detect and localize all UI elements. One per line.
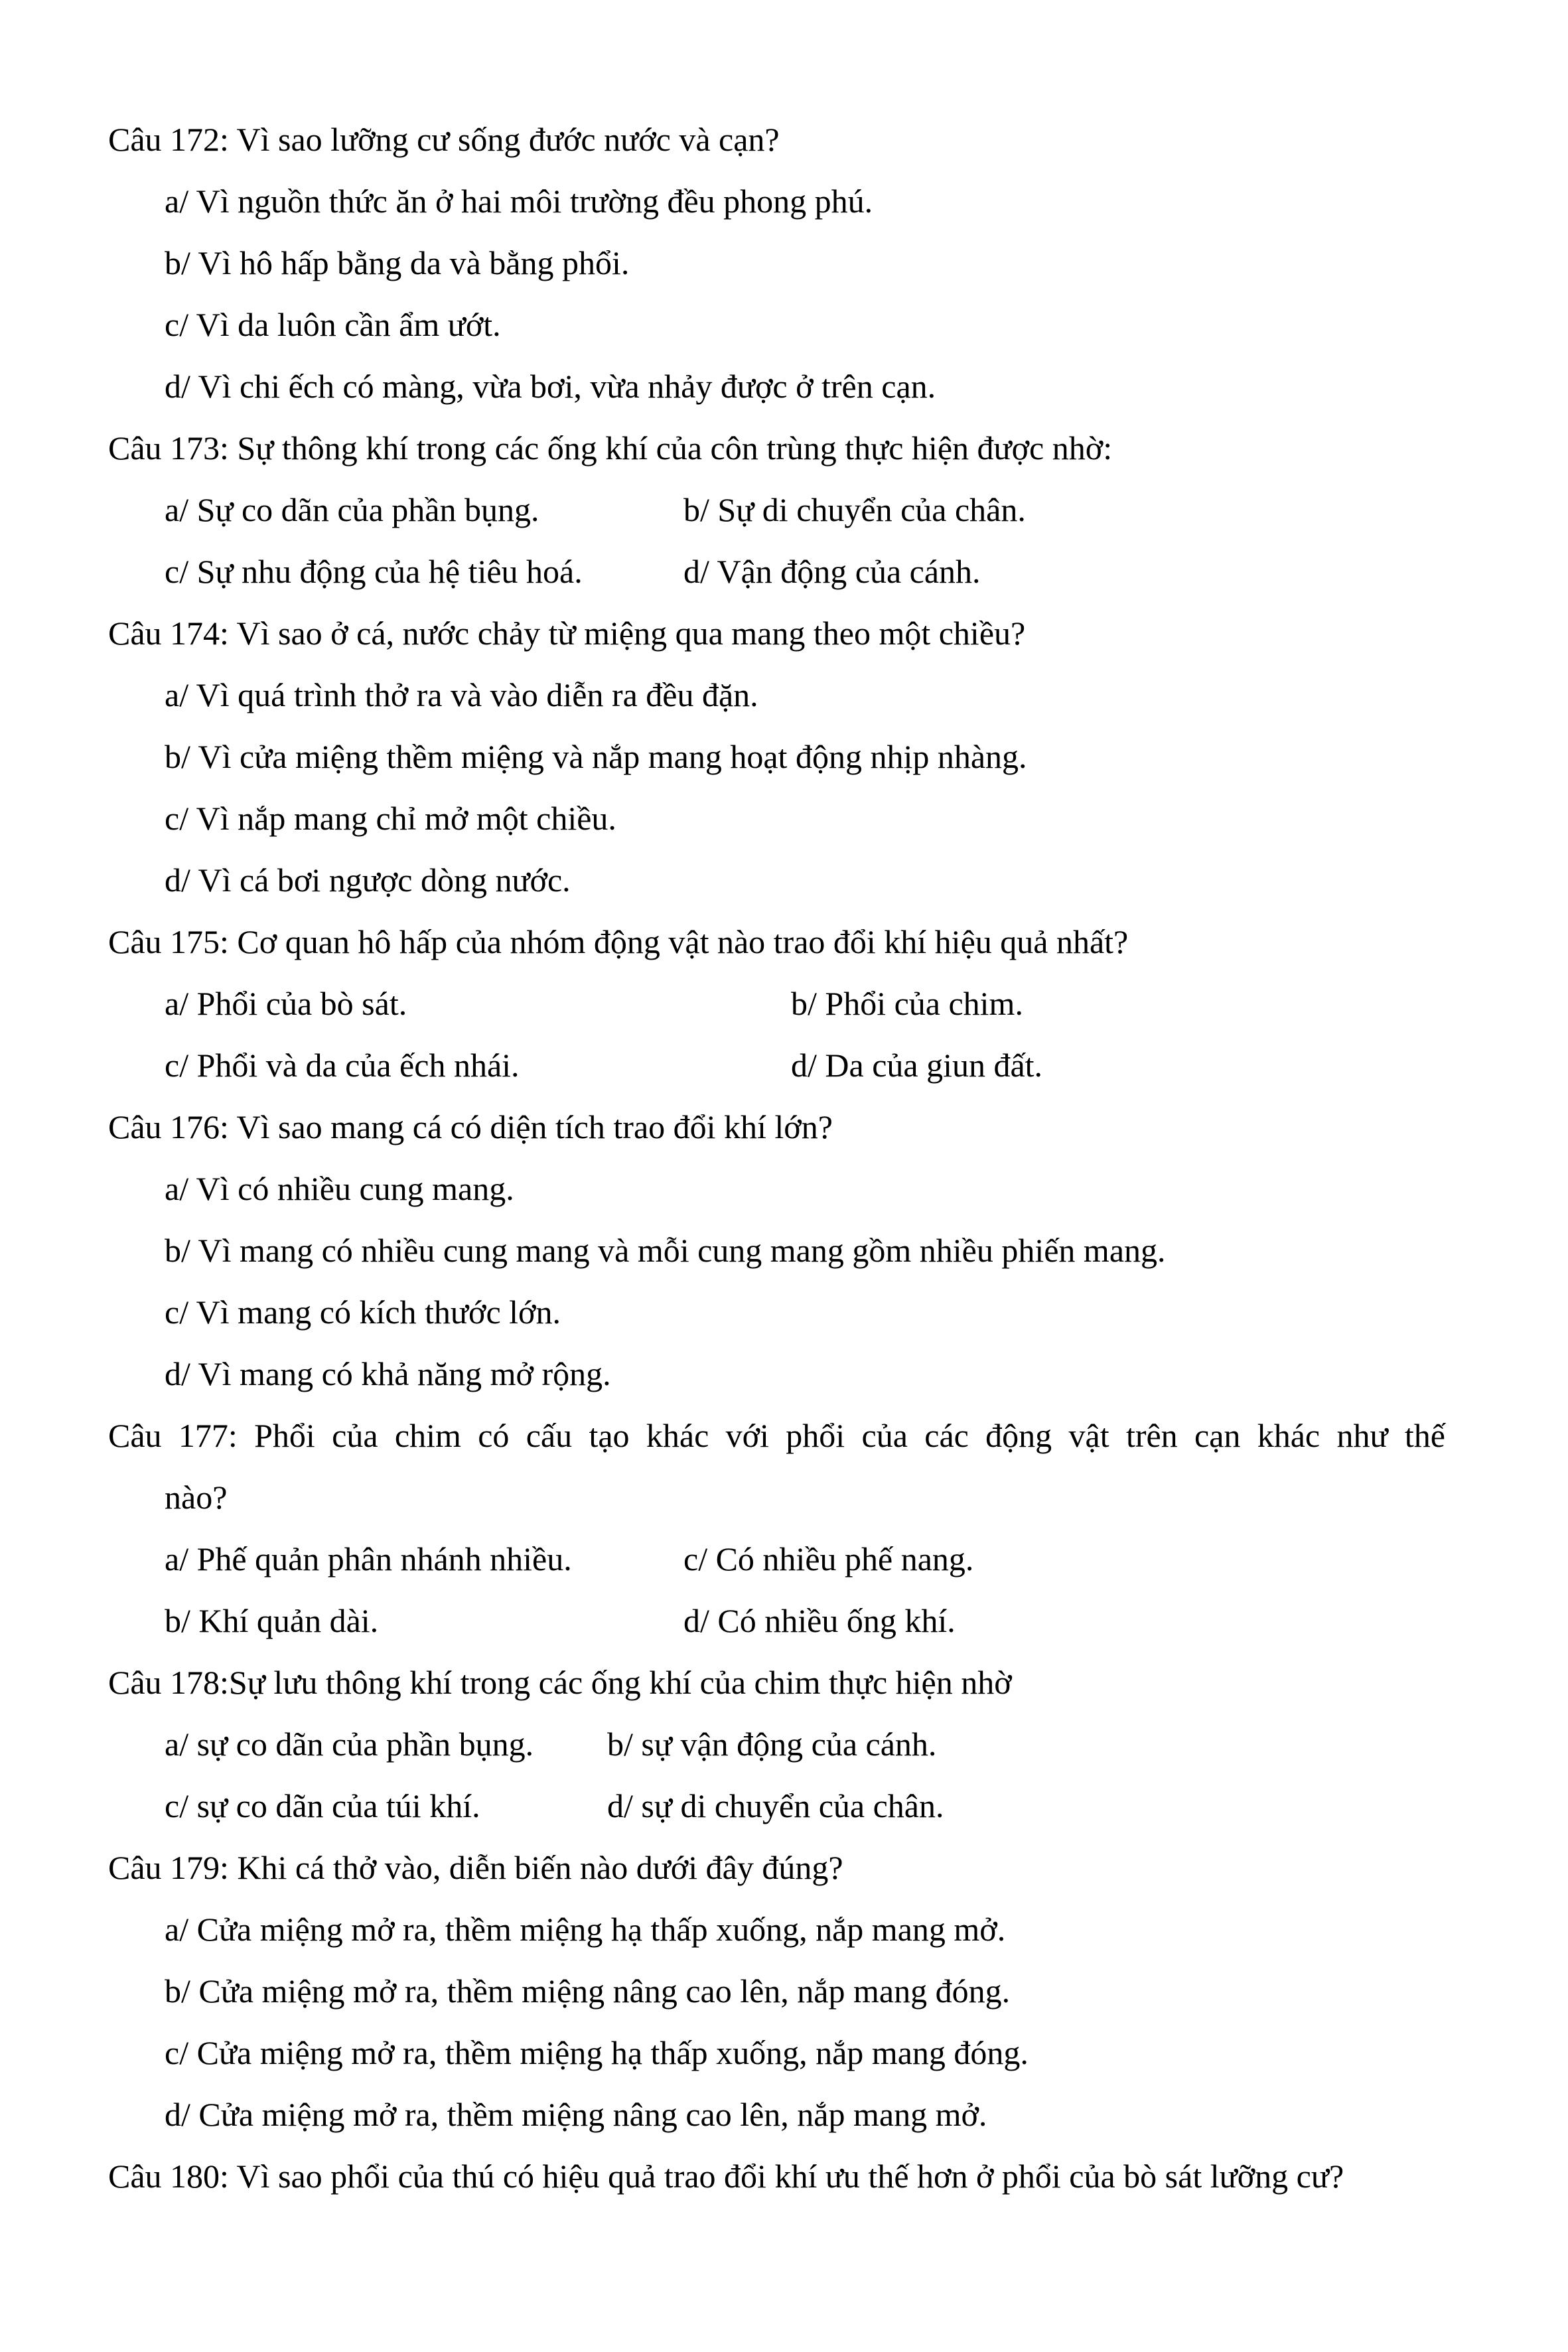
question-178-option-a: a/ sự co dãn của phần bụng. bbox=[165, 1726, 534, 1763]
question-176-option-a: a/ Vì có nhiều cung mang. bbox=[165, 1170, 514, 1207]
question-177-stem-continuation: nào? bbox=[165, 1479, 228, 1516]
question-172-stem: Câu 172: Vì sao lưỡng cư sống đước nước và cạn? bbox=[108, 121, 780, 158]
question-173-stem: Câu 173: Sự thông khí trong các ống khí của côn trùng thực hiện được nhờ: bbox=[108, 429, 1113, 467]
question-172-option-a: a/ Vì nguồn thức ăn ở hai môi trường đều phong phú. bbox=[165, 183, 873, 220]
question-177-stem: Câu 177: Phổi của chim có cấu tạo khác với phổi của các động vật trên cạn khác như thế bbox=[108, 1417, 1445, 1454]
question-174-option-a: a/ Vì quá trình thở ra và vào diễn ra đều đặn. bbox=[165, 676, 758, 713]
question-179-option-d: d/ Cửa miệng mở ra, thềm miệng nâng cao lên, nắp mang mở. bbox=[165, 2096, 987, 2133]
question-173-option-d: d/ Vận động của cánh. bbox=[683, 553, 981, 590]
question-178-option-b: b/ sự vận động của cánh. bbox=[607, 1726, 937, 1763]
question-176-stem: Câu 176: Vì sao mang cá có diện tích trao đổi khí lớn? bbox=[108, 1108, 833, 1145]
question-174-option-c: c/ Vì nắp mang chỉ mở một chiều. bbox=[165, 800, 616, 837]
question-174-option-d: d/ Vì cá bơi ngược dòng nước. bbox=[165, 861, 571, 899]
question-177-option-d: d/ Có nhiều ống khí. bbox=[683, 1602, 956, 1639]
question-172-option-d: d/ Vì chi ếch có màng, vừa bơi, vừa nhảy được ở trên cạn. bbox=[165, 368, 936, 405]
question-179-stem: Câu 179: Khi cá thở vào, diễn biến nào dưới đây đúng? bbox=[108, 1849, 843, 1886]
question-175-option-c: c/ Phổi và da của ếch nhái. bbox=[165, 1047, 520, 1084]
question-173-option-c: c/ Sự nhu động của hệ tiêu hoá. bbox=[165, 553, 583, 590]
question-180-stem: Câu 180: Vì sao phổi của thú có hiệu quả trao đổi khí ưu thế hơn ở phổi của bò sát lưỡng cư? bbox=[108, 2158, 1344, 2195]
question-172-option-c: c/ Vì da luôn cần ẩm ướt. bbox=[165, 306, 501, 343]
question-177-option-a: a/ Phế quản phân nhánh nhiều. bbox=[165, 1540, 572, 1578]
question-174-option-b: b/ Vì cửa miệng thềm miệng và nắp mang hoạt động nhịp nhàng. bbox=[165, 738, 1027, 775]
question-173-option-a: a/ Sự co dãn của phần bụng. bbox=[165, 491, 539, 528]
question-172-option-b: b/ Vì hô hấp bằng da và bằng phổi. bbox=[165, 244, 630, 281]
question-173-option-b: b/ Sự di chuyển của chân. bbox=[683, 491, 1026, 528]
question-175-option-b: b/ Phổi của chim. bbox=[791, 985, 1023, 1022]
question-177-option-c: c/ Có nhiều phế nang. bbox=[683, 1540, 974, 1578]
question-179-option-a: a/ Cửa miệng mở ra, thềm miệng hạ thấp xuống, nắp mang mở. bbox=[165, 1911, 1006, 1948]
question-177-option-b: b/ Khí quản dài. bbox=[165, 1602, 379, 1639]
question-178-option-c: c/ sự co dãn của túi khí. bbox=[165, 1787, 480, 1824]
question-175-option-d: d/ Da của giun đất. bbox=[791, 1047, 1043, 1084]
question-175-stem: Câu 175: Cơ quan hô hấp của nhóm động vật nào trao đổi khí hiệu quả nhất? bbox=[108, 923, 1129, 960]
question-179-option-c: c/ Cửa miệng mở ra, thềm miệng hạ thấp xuống, nắp mang đóng. bbox=[165, 2034, 1029, 2071]
question-176-option-c: c/ Vì mang có kích thước lớn. bbox=[165, 1293, 561, 1331]
question-176-option-b: b/ Vì mang có nhiều cung mang và mỗi cung mang gồm nhiều phiến mang. bbox=[165, 1232, 1166, 1269]
question-175-option-a: a/ Phổi của bò sát. bbox=[165, 985, 407, 1022]
question-178-stem: Câu 178:Sự lưu thông khí trong các ống khí của chim thực hiện nhờ bbox=[108, 1664, 1012, 1701]
question-179-option-b: b/ Cửa miệng mở ra, thềm miệng nâng cao lên, nắp mang đóng. bbox=[165, 1972, 1011, 2010]
question-174-stem: Câu 174: Vì sao ở cá, nước chảy từ miệng qua mang theo một chiều? bbox=[108, 615, 1026, 652]
question-176-option-d: d/ Vì mang có khả năng mở rộng. bbox=[165, 1355, 611, 1392]
question-178-option-d: d/ sự di chuyển của chân. bbox=[607, 1787, 944, 1824]
